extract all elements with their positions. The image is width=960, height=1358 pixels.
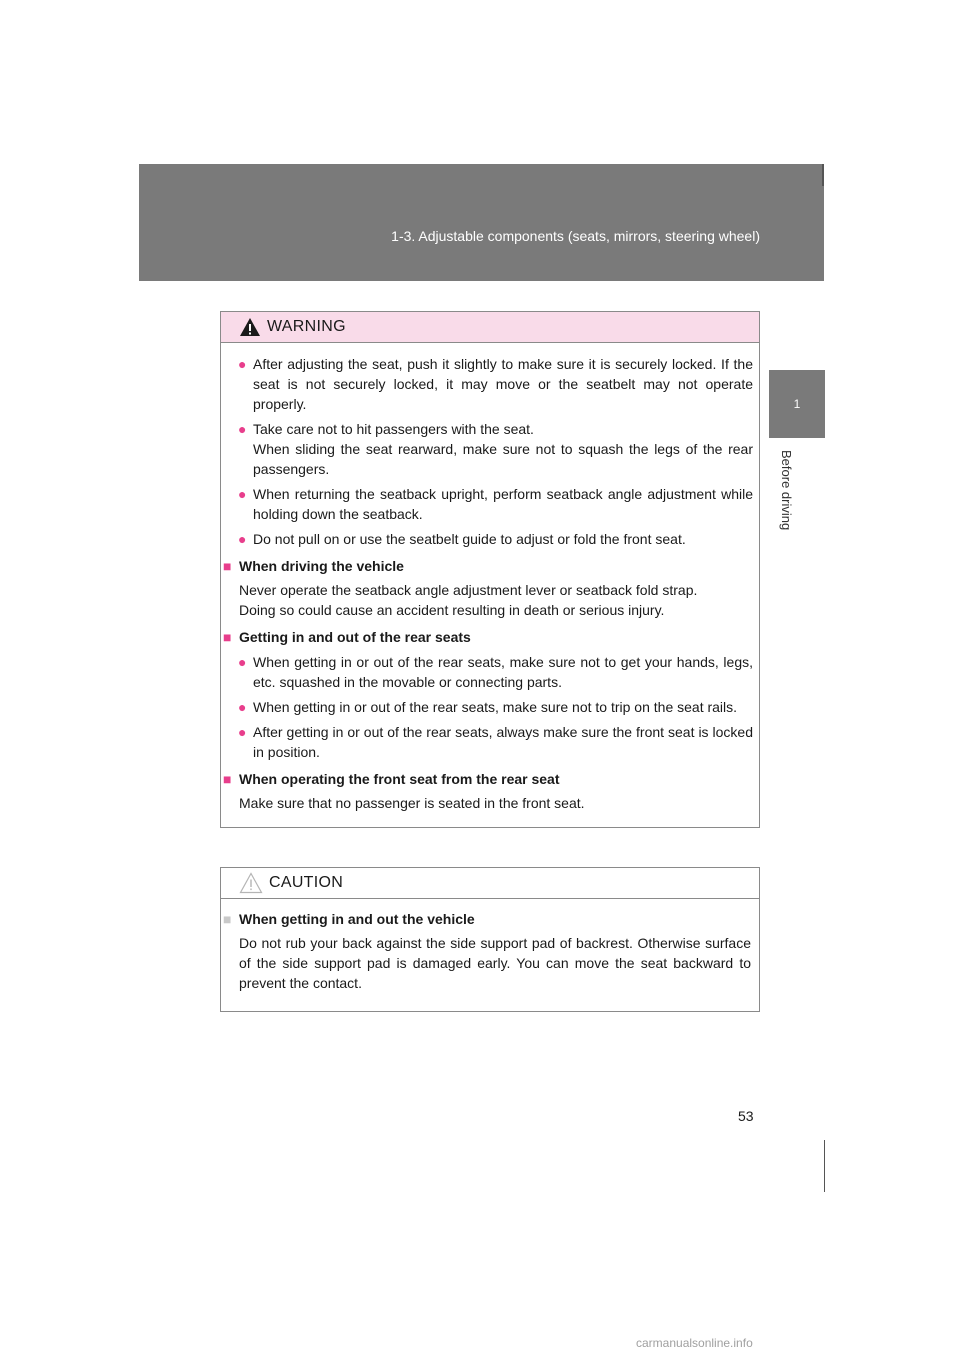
list-item: ● When getting in or out of the rear seats, make sure not to trip on the seat rails. (238, 699, 738, 715)
warning-box (220, 311, 760, 828)
chapter-label: Before driving (779, 450, 794, 531)
section-text: Do not rub your back against the side support pad of backrest. Otherwise surface of the side support pad is damaged early. You can move the seat backward to prevent the contact. (239, 935, 751, 991)
section-heading: ■ When operating the front seat from the rear seat (223, 771, 560, 787)
bullet-icon: ● (238, 654, 247, 670)
list-item: ● After getting in or out of the rear seats, always make sure the front seat is locked in position. (238, 724, 753, 760)
caution-box (220, 867, 760, 1012)
caution-title: CAUTION (269, 874, 344, 891)
crop-mark-top (822, 164, 824, 186)
caution-body (221, 899, 759, 1011)
square-bullet-icon: ■ (223, 911, 232, 927)
section-heading: ■ When getting in and out the vehicle (223, 911, 475, 927)
warning-body (221, 343, 759, 827)
caution-triangle-icon (239, 872, 263, 894)
chapter-number: 1 (793, 397, 801, 411)
square-bullet-icon: ■ (223, 629, 232, 645)
section-heading: ■ Getting in and out of the rear seats (223, 629, 471, 645)
crop-mark-bottom (824, 1140, 825, 1192)
square-bullet-icon: ■ (223, 558, 232, 574)
header-band (139, 164, 824, 281)
list-item: ● When getting in or out of the rear seats, make sure not to get your hands, legs, etc. squashed in the movable or connecting parts. (238, 654, 753, 690)
list-item: ● Do not pull on or use the seatbelt guide to adjust or fold the front seat. (238, 531, 686, 547)
section-heading: ■ When driving the vehicle (223, 558, 404, 574)
bullet-icon: ● (238, 724, 247, 740)
watermark: carmanualsonline.info (636, 1336, 753, 1350)
warning-title: WARNING (267, 318, 346, 335)
list-item: ● After adjusting the seat, push it slightly to make sure it is securely locked. If the seat is not securely locked, it may move or the seatbelt may not operate properly. (238, 356, 753, 412)
page-number: 53 (738, 1108, 754, 1124)
square-bullet-icon: ■ (223, 771, 232, 787)
bullet-icon: ● (238, 486, 247, 502)
section-title: 1-3. Adjustable components (seats, mirrors, steering wheel) (391, 228, 760, 244)
bullet-icon: ● (238, 421, 247, 437)
bullet-icon: ● (238, 356, 247, 372)
section-text: Make sure that no passenger is seated in the front seat. (239, 795, 585, 811)
warning-triangle-icon (239, 317, 261, 337)
list-item: ● When returning the seatback upright, perform seatback angle adjustment while holding down the seatback. (238, 486, 753, 522)
list-item: ● Take care not to hit passengers with the seat. When sliding the seat rearward, make sure not to squash the legs of the rear passengers. (238, 421, 753, 477)
section-text: Never operate the seatback angle adjustment lever or seatback fold strap. Doing so could cause an accident resulting in death or serious injury. (239, 582, 698, 618)
bullet-icon: ● (238, 699, 247, 715)
bullet-icon: ● (238, 531, 247, 547)
warning-header (221, 312, 759, 343)
chapter-tab[interactable] (769, 370, 825, 438)
caution-header (221, 868, 759, 899)
